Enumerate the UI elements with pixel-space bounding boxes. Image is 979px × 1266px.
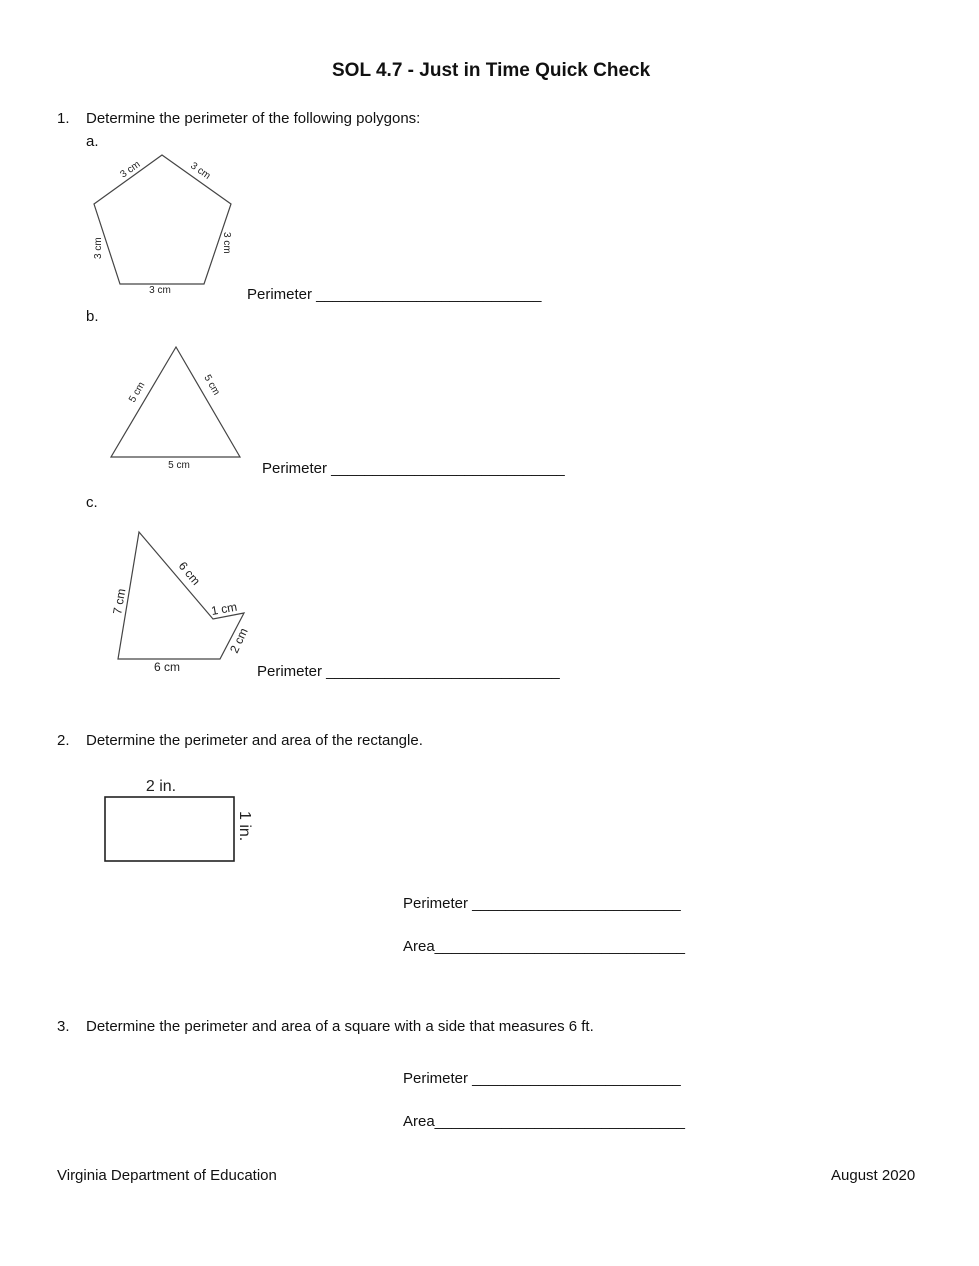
perimeter-answer-q2[interactable]: Perimeter _________________________	[403, 895, 681, 912]
triangle-side-label: 5 cm	[168, 460, 190, 471]
footer-left: Virginia Department of Education	[57, 1167, 277, 1184]
page-title: SOL 4.7 - Just in Time Quick Check	[332, 60, 651, 81]
rectangle-height-label: 1 in.	[236, 811, 253, 842]
rectangle-width-label: 2 in.	[145, 778, 177, 795]
question-1-prompt: Determine the perimeter of the following polygons:	[86, 110, 421, 127]
pentagon-side-label: 3 cm	[93, 237, 104, 259]
triangle-side-label: 5 cm	[127, 380, 148, 405]
question-1-number: 1.	[57, 110, 70, 127]
footer-right: August 2020	[831, 1167, 916, 1184]
question-2-number: 2.	[57, 732, 70, 749]
irregular-side-label: 7 cm	[110, 587, 129, 616]
perimeter-answer-b[interactable]: Perimeter ____________________________	[262, 460, 565, 477]
item-a-label: a.	[86, 133, 99, 150]
perimeter-answer-q3[interactable]: Perimeter _________________________	[403, 1070, 681, 1087]
irregular-side-label: 6 cm	[175, 558, 204, 588]
perimeter-answer-c[interactable]: Perimeter ____________________________	[257, 663, 560, 680]
item-b-label: b.	[86, 308, 99, 325]
pentagon-side-label: 3 cm	[118, 159, 143, 181]
question-3-number: 3.	[57, 1018, 70, 1035]
area-answer-q3[interactable]: Area______________________________	[403, 1113, 685, 1130]
pentagon-side-label: 3 cm	[221, 232, 232, 254]
perimeter-answer-a[interactable]: Perimeter ___________________________	[247, 286, 542, 303]
area-answer-q2[interactable]: Area______________________________	[403, 938, 685, 955]
irregular-side-label: 1 cm	[210, 599, 239, 618]
question-2-prompt: Determine the perimeter and area of the rectangle.	[86, 732, 423, 749]
irregular-side-label: 2 cm	[227, 625, 251, 656]
question-3-prompt: Determine the perimeter and area of a square with a side that measures 6 ft.	[86, 1018, 594, 1035]
rectangle-shape	[105, 797, 234, 861]
item-c-label: c.	[86, 494, 98, 511]
pentagon-side-label: 3 cm	[149, 285, 171, 296]
pentagon-side-label: 3 cm	[188, 160, 213, 182]
irregular-side-label: 6 cm	[153, 660, 181, 674]
triangle-side-label: 5 cm	[201, 373, 222, 398]
